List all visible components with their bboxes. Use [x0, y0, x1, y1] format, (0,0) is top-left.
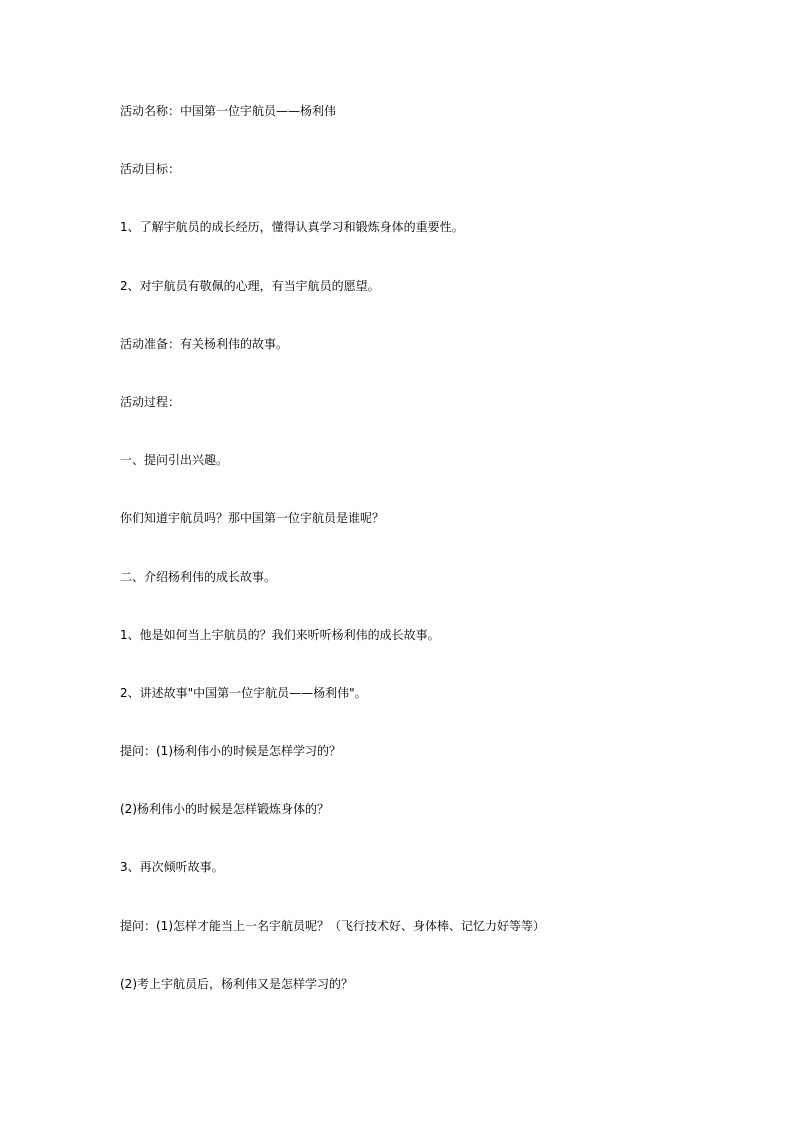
document-body — [120, 101, 680, 1032]
activity-process-heading: 活动过程： — [120, 394, 181, 409]
question-4: (2)考上宇航员后，杨利伟又是怎样学习的？ — [120, 976, 353, 991]
goal-item-1: 1、了解宇航员的成长经历，懂得认真学习和锻炼身体的重要性。 — [120, 220, 464, 235]
process-step-1-heading: 一、提问引出兴趣。 — [120, 453, 229, 468]
question-1: 提问：(1)杨利伟小的时候是怎样学习的？ — [120, 744, 341, 759]
process-step-2-heading: 二、介绍杨利伟的成长故事。 — [120, 569, 277, 584]
process-step-2-item-3: 3、再次倾听故事。 — [120, 860, 224, 875]
process-step-2-item-1: 1、他是如何当上宇航员的？我们来听听杨利伟的成长故事。 — [120, 627, 440, 642]
activity-preparation-line: 活动准备：有关杨利伟的故事。 — [120, 336, 289, 351]
process-step-1-question: 你们知道宇航员吗？那中国第一位宇航员是谁呢？ — [120, 511, 385, 526]
activity-name-line: 活动名称：中国第一位宇航员——杨利伟 — [120, 104, 337, 118]
activity-goals-heading: 活动目标： — [120, 162, 181, 177]
question-2: (2)杨利伟小的时候是怎样锻炼身体的？ — [120, 802, 329, 817]
question-3: 提问：(1)怎样才能当上一名宇航员呢？（飞行技术好、身体棒、记忆力好等等） — [120, 918, 546, 933]
goal-item-2: 2、对宇航员有敬佩的心理，有当宇航员的愿望。 — [120, 278, 380, 293]
process-step-2-item-2: 2、讲述故事"中国第一位宇航员——杨利伟"。 — [120, 685, 367, 700]
